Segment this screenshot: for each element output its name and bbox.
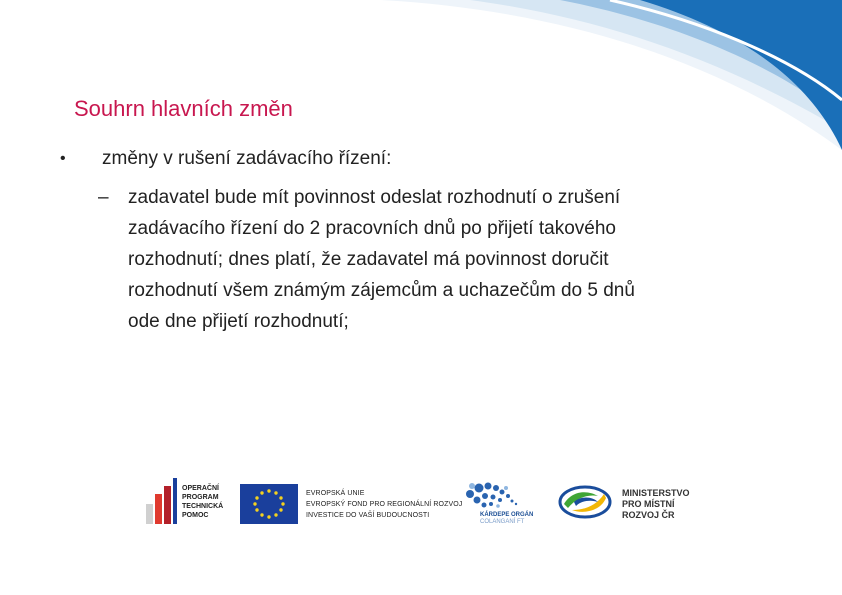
bullet-dot: • bbox=[60, 150, 66, 167]
sub-bullet-line: rozhodnutí všem známým zájemcům a uchazečům do 5 dnů bbox=[128, 280, 635, 301]
sub-bullet-line: zadavatel bude mít povinnost odeslat rozhodnutí o zrušení bbox=[128, 187, 621, 208]
bullet-item bbox=[60, 148, 800, 178]
eu-text-line: EVROPSKÁ UNIE bbox=[306, 490, 365, 497]
optp-text bbox=[182, 484, 223, 520]
slide-title: Souhrn hlavních změn bbox=[74, 96, 293, 121]
optp-text-line: POMOC bbox=[182, 512, 209, 519]
sub-bullet-dash: – bbox=[98, 187, 109, 208]
ko-logo bbox=[462, 478, 542, 526]
sub-bullet bbox=[60, 182, 800, 337]
ko-text-line: COLANGANÍ FT bbox=[480, 519, 525, 525]
mmr-text-line: PRO MÍSTNÍ bbox=[622, 499, 675, 509]
mmr-text bbox=[622, 488, 690, 521]
mmr-text-line: ROZVOJ ČR bbox=[622, 510, 675, 520]
optp-logo bbox=[146, 478, 236, 526]
optp-bars-icon bbox=[146, 478, 178, 524]
optp-text-line: PROGRAM bbox=[182, 494, 219, 501]
eu-text-line: EVROPSKÝ FOND PRO REGIONÁLNÍ ROZVOJ bbox=[306, 501, 463, 508]
ko-text bbox=[480, 512, 533, 526]
eu-flag-icon bbox=[240, 484, 298, 524]
bullet-text: změny v rušení zadávacího řízení: bbox=[102, 148, 392, 169]
mmr-text-line: MINISTERSTVO bbox=[622, 488, 690, 498]
optp-text-line: TECHNICKÁ bbox=[182, 503, 224, 510]
eu-text-line: INVESTICE DO VAŠÍ BUDOUCNOSTI bbox=[306, 512, 430, 519]
ko-dots-icon bbox=[464, 480, 524, 512]
ko-text-line: KÁRDEPE ORGÁN bbox=[480, 512, 534, 518]
optp-text-line: OPERAČNÍ bbox=[182, 485, 219, 492]
mmr-logo bbox=[558, 478, 718, 526]
logo-strip bbox=[140, 478, 720, 538]
sub-bullet-line: ode dne přijetí rozhodnutí; bbox=[128, 311, 349, 332]
sub-bullet-line: zadávacího řízení do 2 pracovních dnů po přijetí takového bbox=[128, 218, 616, 239]
mmr-swirl-icon bbox=[558, 484, 612, 520]
slide-content bbox=[60, 148, 800, 337]
eu-text bbox=[306, 488, 462, 521]
sub-bullet-line: rozhodnutí; dnes platí, že zadavatel má povinnost doručit bbox=[128, 249, 609, 270]
eu-logo bbox=[240, 478, 463, 526]
